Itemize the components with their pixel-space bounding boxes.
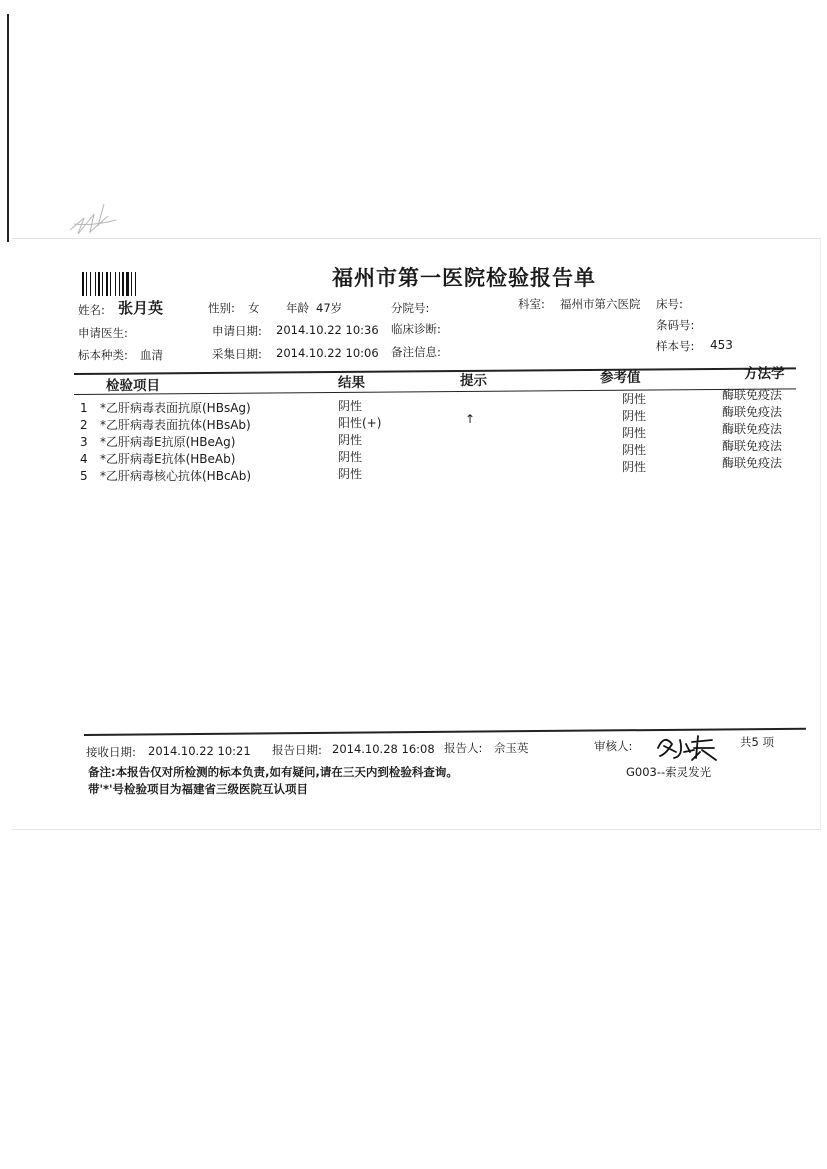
row-number: 2 — [80, 418, 88, 432]
reviewer-code: G003--索灵发光 — [626, 765, 712, 779]
table-row — [0, 388, 827, 416]
row-flag: ↑ — [465, 412, 476, 426]
diagnosis-label: 临床诊断: — [391, 322, 441, 336]
collect-date-label: 采集日期: — [212, 347, 262, 361]
row-number: 5 — [80, 469, 88, 483]
row-method: 酶联免疫法 — [722, 388, 783, 402]
row-test-name: *乙肝病毒表面抗体(HBsAb) — [100, 418, 251, 432]
receive-date-label: 接收日期: — [86, 745, 136, 759]
row-test-name: *乙肝病毒E抗体(HBeAb) — [100, 452, 236, 466]
row-number: 1 — [80, 401, 88, 415]
mutual-recognition-note: 带'*'号检验项目为福建省三级医院互认项目 — [88, 782, 309, 796]
age-label: 年龄 — [286, 301, 309, 315]
bed-label: 床号: — [656, 297, 683, 311]
report-date-label: 报告日期: — [272, 743, 322, 757]
row-method: 酶联免疫法 — [722, 422, 783, 436]
report-title: 福州市第一医院检验报告单 — [332, 266, 596, 290]
dept-label: 科室: — [518, 297, 545, 311]
row-reference: 阴性 — [622, 426, 647, 440]
scan-edge — [7, 14, 9, 242]
header-item: 检验项目 — [106, 378, 160, 394]
barcode-label: 条码号: — [656, 318, 695, 332]
sex-label: 性别: — [208, 301, 235, 315]
header-method: 方法学 — [744, 366, 785, 382]
barcode-icon — [82, 272, 158, 296]
row-result: 阴性 — [338, 433, 363, 447]
remarks-label: 备注信息: — [391, 345, 441, 359]
branch-label: 分院号: — [391, 301, 430, 315]
apply-date: 2014.10.22 10:36 — [276, 323, 379, 337]
row-number: 4 — [80, 452, 88, 466]
header-reference: 参考值 — [600, 370, 641, 386]
report-date: 2014.10.28 16:08 — [332, 742, 435, 756]
row-test-name: *乙肝病毒核心抗体(HBcAb) — [100, 469, 252, 483]
header-flag: 提示 — [460, 373, 487, 389]
row-result: 阳性(+) — [338, 416, 382, 430]
collect-date: 2014.10.22 10:06 — [276, 346, 379, 360]
row-result: 阴性 — [338, 450, 363, 464]
specimen-label: 标本种类: — [78, 348, 128, 362]
row-test-name: *乙肝病毒表面抗原(HBsAg) — [100, 401, 251, 415]
row-result: 阴性 — [338, 467, 363, 481]
row-reference: 阴性 — [622, 443, 647, 457]
sample-no-label: 样本号: — [656, 339, 695, 353]
patient-dept: 福州市第六医院 — [560, 297, 641, 311]
patient-age: 47岁 — [316, 301, 343, 315]
reporter-label: 报告人: — [444, 741, 483, 755]
row-reference: 阴性 — [622, 460, 647, 474]
receive-date: 2014.10.22 10:21 — [148, 744, 251, 758]
header-result: 结果 — [338, 375, 365, 391]
row-method: 酶联免疫法 — [722, 456, 783, 470]
name-label: 姓名: — [78, 303, 105, 317]
row-method: 酶联免疫法 — [722, 405, 783, 419]
row-number: 3 — [80, 435, 88, 449]
pencil-scribble — [64, 196, 134, 242]
disclaimer-note: 备注:本报告仅对所检测的标本负责,如有疑问,请在三天内到检验科查询。 — [88, 765, 458, 779]
total-items: 共5 项 — [740, 735, 774, 749]
patient-name: 张月英 — [118, 299, 164, 317]
doctor-label: 申请医生: — [78, 326, 128, 340]
patient-sex: 女 — [248, 301, 260, 315]
row-reference: 阴性 — [622, 392, 647, 406]
row-method: 酶联免疫法 — [722, 439, 783, 453]
reviewer-label: 审核人: — [594, 739, 633, 753]
reporter-name: 佘玉英 — [494, 741, 529, 755]
row-reference: 阴性 — [622, 409, 647, 423]
reviewer-signature — [654, 730, 720, 762]
apply-date-label: 申请日期: — [212, 324, 262, 338]
row-result: 阴性 — [338, 399, 363, 413]
row-test-name: *乙肝病毒E抗原(HBeAg) — [100, 435, 236, 449]
sample-no: 453 — [710, 338, 733, 352]
specimen-value: 血清 — [140, 348, 163, 362]
